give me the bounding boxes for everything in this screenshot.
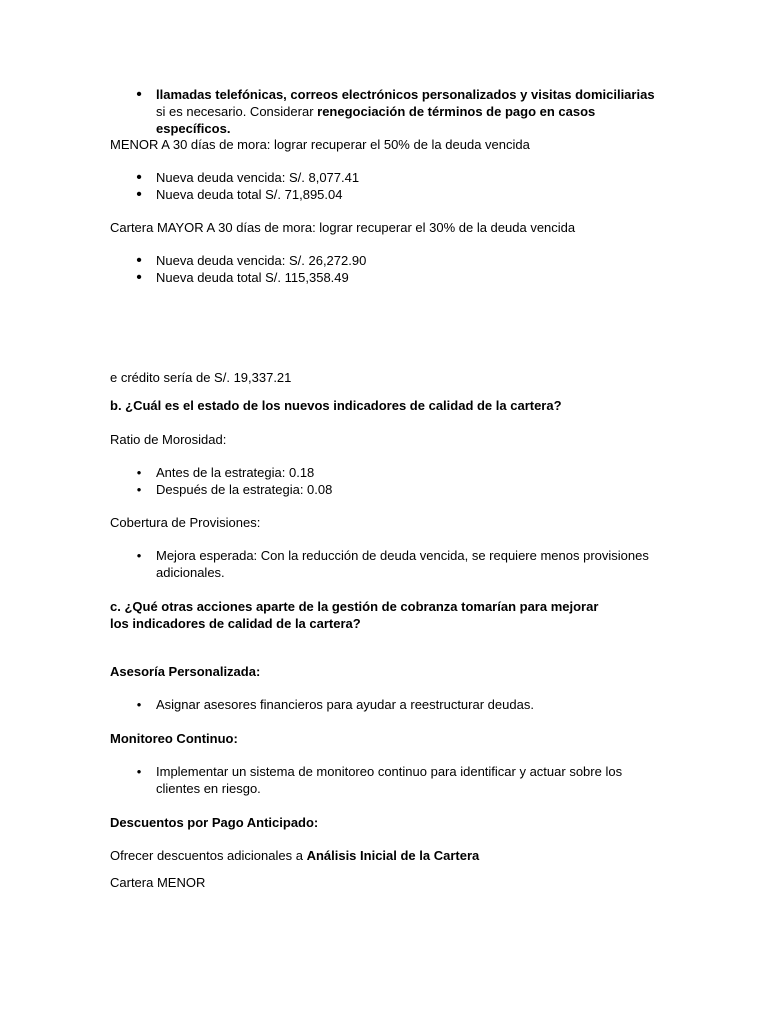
bullet-icon: • [136, 482, 142, 497]
list-item-text: Antes de la estrategia: 0.18 [156, 465, 315, 480]
text-bold: Análisis Inicial de la Cartera [306, 848, 480, 863]
list-item [136, 269, 656, 286]
question-b: b. ¿Cuál es el estado de los nuevos indicadores de calidad de la cartera? [110, 398, 562, 413]
credit-line: e crédito sería de S/. 19,337.21 [110, 370, 292, 385]
list-item-text: Mejora esperada: Con la reducción de deuda vencida, se requiere menos provisiones adicionales. [156, 548, 649, 580]
bullet-icon: • [136, 169, 142, 186]
section-heading-mayor: Cartera MAYOR A 30 días de mora: lograr recuperar el 30% de la deuda vencida [110, 220, 576, 235]
list-item [136, 86, 656, 137]
question-c: c. ¿Qué otras acciones aparte de la gestión de cobranza tomarían para mejorar los indicadores de calidad de la cartera? [110, 599, 599, 631]
list-item [136, 547, 651, 581]
text: Ofrecer descuentos adicionales a [110, 848, 307, 863]
bullet-icon: • [136, 186, 142, 203]
text-bold: renegociación de términos de pago en casos específicos. [156, 104, 596, 136]
cartera-menor-line: Cartera MENOR [110, 875, 206, 890]
bullet-icon: • [136, 269, 142, 286]
list-item-text: Nueva deuda total S/. 115,358.49 [156, 270, 349, 285]
list-item [136, 186, 656, 203]
monitoreo-heading: Monitoreo Continuo: [110, 731, 238, 746]
list-item-text: Asignar asesores financieros para ayudar a reestructurar deudas. [156, 697, 534, 712]
list-item [136, 169, 656, 186]
bullet-icon: • [136, 252, 142, 269]
list-item [136, 464, 656, 481]
text: si es necesario. Considerar [156, 104, 318, 119]
list-item [136, 696, 656, 713]
list-item-text: Nueva deuda vencida: S/. 8,077.41 [156, 170, 360, 185]
text-bold: llamadas telefónicas, correos electrónicos personalizados y visitas domiciliarias [156, 87, 655, 102]
list-item [136, 252, 656, 269]
bullet-icon: • [136, 86, 142, 103]
descuentos-text [110, 847, 655, 864]
bullet-icon: • [136, 764, 142, 779]
list-item-text: Nueva deuda total S/. 71,895.04 [156, 187, 343, 202]
list-item [136, 481, 656, 498]
ratio-heading: Ratio de Morosidad: [110, 432, 227, 447]
list-item [136, 763, 646, 797]
list-item-text: Nueva deuda vencida: S/. 26,272.90 [156, 253, 367, 268]
bullet-icon: • [136, 548, 142, 563]
bullet-icon: • [136, 465, 142, 480]
bullet-icon: • [136, 697, 142, 712]
cobertura-heading: Cobertura de Provisiones: [110, 515, 261, 530]
list-item-text: Después de la estrategia: 0.08 [156, 482, 333, 497]
list-item-text: Implementar un sistema de monitoreo continuo para identificar y actuar sobre los clientes en riesgo. [156, 764, 623, 796]
asesoria-heading: Asesoría Personalizada: [110, 664, 261, 679]
section-heading-menor: MENOR A 30 días de mora: lograr recuperar el 50% de la deuda vencida [110, 137, 530, 152]
descuentos-heading: Descuentos por Pago Anticipado: [110, 815, 319, 830]
